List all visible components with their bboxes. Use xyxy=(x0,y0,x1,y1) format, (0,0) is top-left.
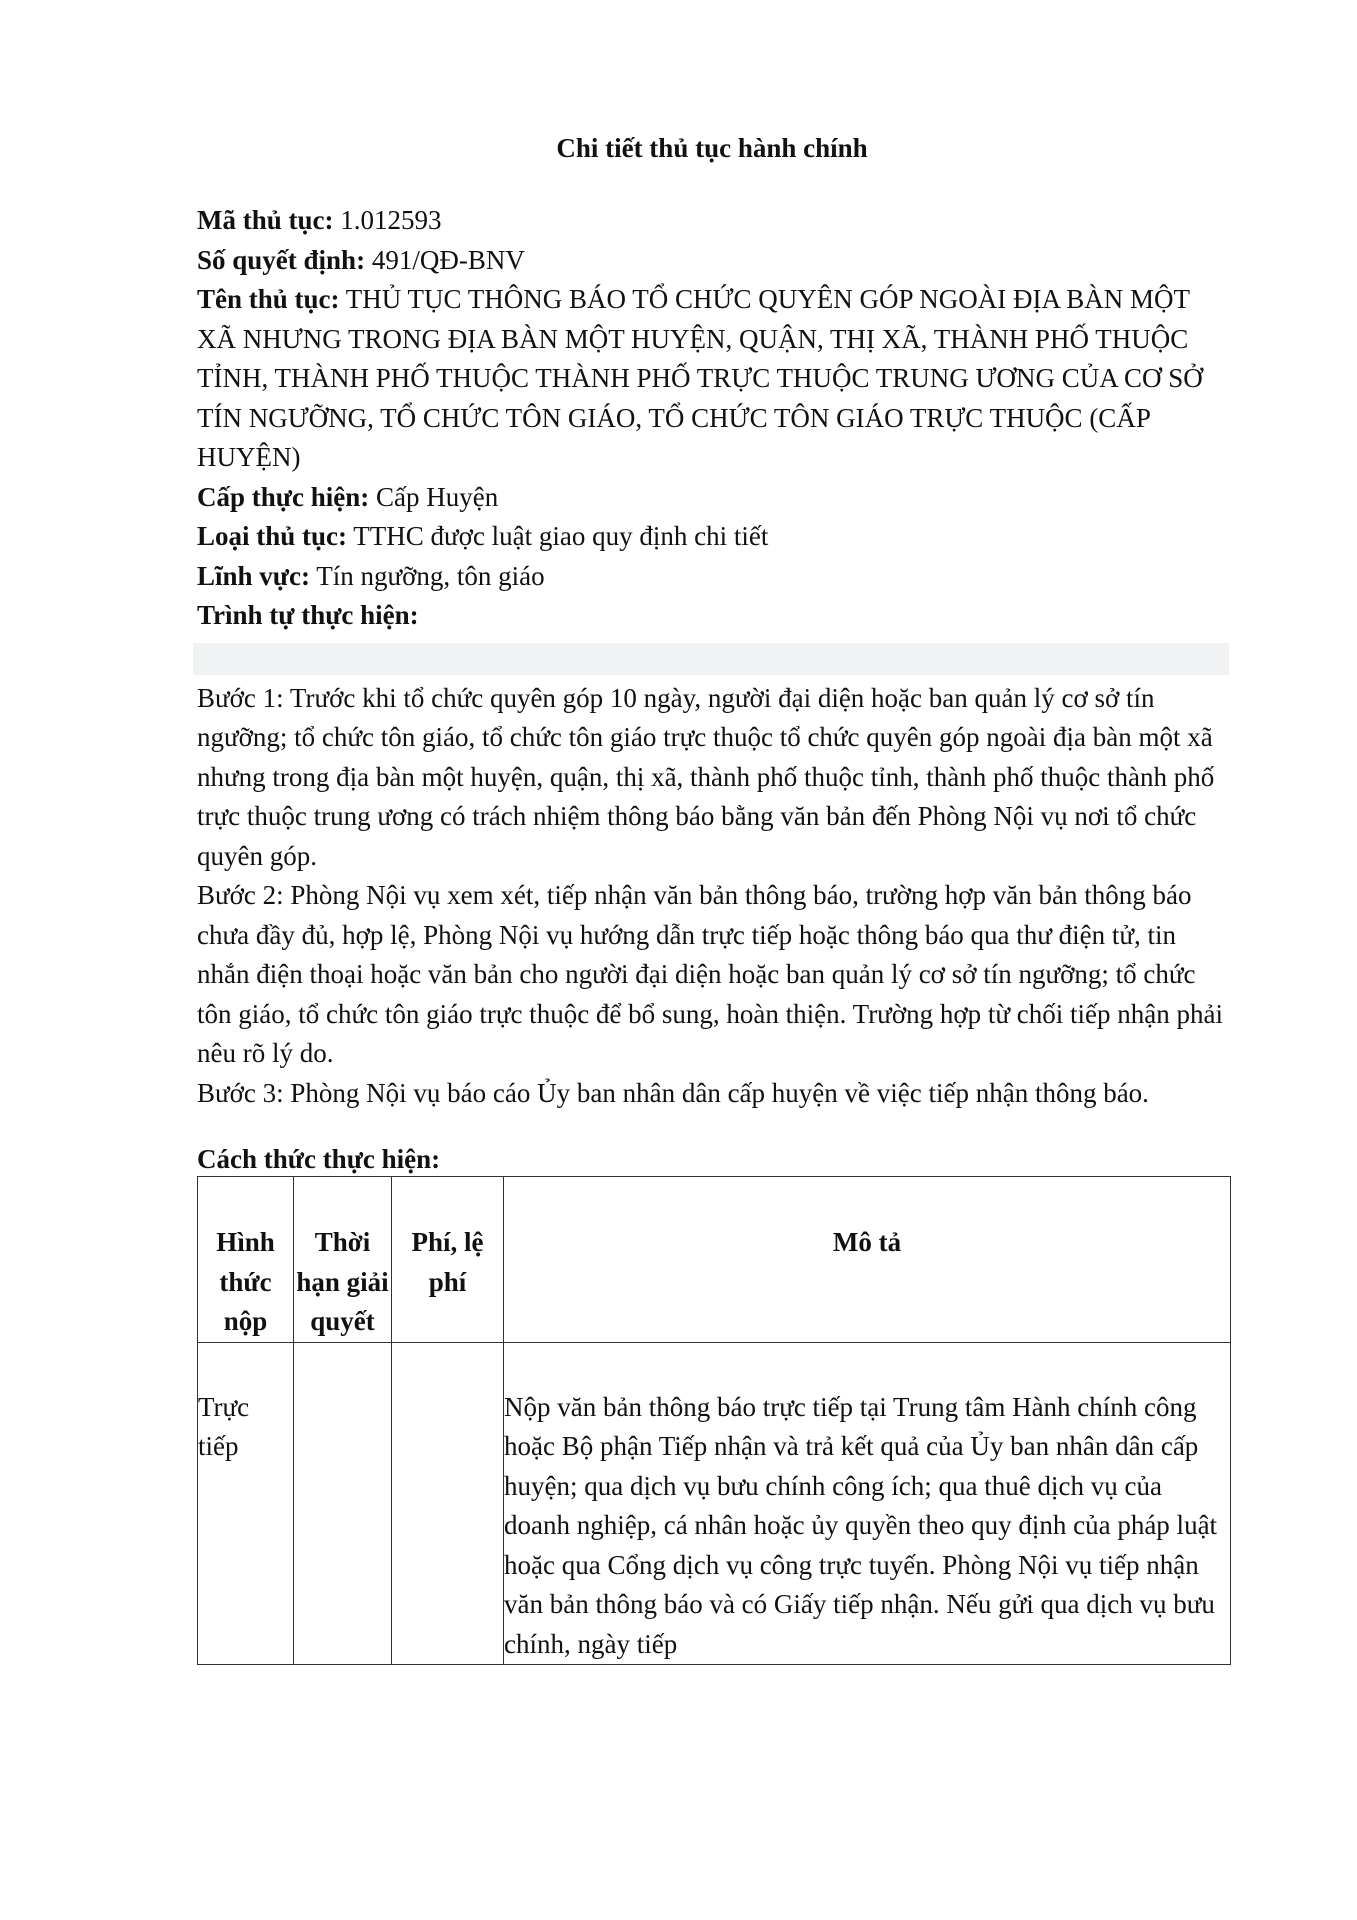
table-row xyxy=(198,1342,1231,1665)
document-title: Chi tiết thủ tục hành chính xyxy=(556,133,868,163)
field-implementation-level xyxy=(197,478,1227,518)
document-page xyxy=(197,128,1227,1665)
header-fees: Phí, lệ phí xyxy=(392,1177,504,1343)
field-domain xyxy=(197,557,1227,597)
field-label: Số quyết định: xyxy=(197,244,366,275)
field-procedure-name xyxy=(197,280,1227,478)
field-procedure-code xyxy=(197,201,1227,241)
field-procedure-type xyxy=(197,517,1227,557)
cell-processing-time xyxy=(294,1342,392,1665)
field-label: Tên thủ tục: xyxy=(197,284,340,314)
step-3: Bước 3: Phòng Nội vụ báo cáo Ủy ban nhân dân cấp huyện về việc tiếp nhận thông báo. xyxy=(197,1077,1149,1108)
field-value: THỦ TỤC THÔNG BÁO TỔ CHỨC QUYÊN GÓP NGOÀI ĐỊA BÀN MỘT XÃ NHƯNG TRONG ĐỊA BÀN MỘT HUYỆN, QUẬN, THỊ XÃ, THÀNH PHỐ THUỘC TỈNH, THÀNH PHỐ THUỘC THÀNH PHỐ TRỰC THUỘC TRUNG ƯƠNG CỦA CƠ SỞ TÍN NGƯỠNG, TỔ CHỨC TÔN GIÁO, TỔ CHỨC TÔN GIÁO TRỰC THUỘC (CẤP HUYỆN) xyxy=(197,284,1203,472)
procedure-fields xyxy=(197,201,1227,636)
cell-submission-form: Trực tiếp xyxy=(198,1342,294,1665)
step-2: Bước 2: Phòng Nội vụ xem xét, tiếp nhận văn bản thông báo, trường hợp văn bản thông báo chưa đầy đủ, hợp lệ, Phòng Nội vụ hướng dẫn trực tiếp hoặc thông báo qua thư điện tử, tin nhắn điện thoại hoặc văn bản cho người đại diện hoặc ban quản lý cơ sở tín ngưỡng; tổ chức tôn giáo, tổ chức tôn giáo trực thuộc để bổ sung, hoàn thiện. Trường hợp từ chối tiếp nhận phải nêu rõ lý do. xyxy=(197,880,1223,1068)
field-value: 491/QĐ-BNV xyxy=(365,244,525,275)
header-description: Mô tả xyxy=(504,1177,1231,1343)
field-label: Loại thủ tục: xyxy=(197,521,348,551)
field-label: Lĩnh vực: xyxy=(197,560,310,591)
methods-heading: Cách thức thực hiện: xyxy=(197,1144,441,1174)
header-submission-form: Hình thức nộp xyxy=(198,1177,294,1343)
field-value: Cấp Huyện xyxy=(369,481,499,512)
methods-table xyxy=(197,1176,1231,1665)
field-value: Tín ngưỡng, tôn giáo xyxy=(309,560,545,591)
table-header-row xyxy=(198,1177,1231,1343)
field-label: Mã thủ tục: xyxy=(197,205,334,235)
procedure-steps xyxy=(197,679,1227,1114)
field-value: TTHC được luật giao quy định chi tiết xyxy=(347,521,769,551)
field-label: Trình tự thực hiện: xyxy=(197,600,419,630)
cell-fees xyxy=(392,1342,504,1665)
field-value: 1.012593 xyxy=(333,205,442,235)
section-separator-bar xyxy=(193,643,1229,675)
step-1: Bước 1: Trước khi tổ chức quyên góp 10 ngày, người đại diện hoặc ban quản lý cơ sở tín ngưỡng; tổ chức tôn giáo, tổ chức tôn giáo trực thuộc tổ chức quyên góp ngoài địa bàn một xã nhưng trong địa bàn một huyện, quận, thị xã, thành phố thuộc tỉnh, thành phố thuộc thành phố trực thuộc trung ương có trách nhiệm thông báo bằng văn bản đến Phòng Nội vụ nơi tổ chức quyên góp. xyxy=(197,682,1215,871)
field-label: Cấp thực hiện: xyxy=(197,481,370,512)
header-processing-time: Thời hạn giải quyết xyxy=(294,1177,392,1343)
field-decision-number xyxy=(197,241,1227,281)
field-implementation-sequence xyxy=(197,596,1227,636)
cell-description: Nộp văn bản thông báo trực tiếp tại Trung tâm Hành chính công hoặc Bộ phận Tiếp nhận và trả kết quả của Ủy ban nhân dân cấp huyện; qua dịch vụ bưu chính công ích; qua thuê dịch vụ của doanh nghiệp, cá nhân hoặc ủy quyền theo quy định của pháp luật hoặc qua Cổng dịch vụ công trực tuyến. Phòng Nội vụ tiếp nhận văn bản thông báo và có Giấy tiếp nhận. Nếu gửi qua dịch vụ bưu chính, ngày tiếp xyxy=(504,1342,1231,1665)
